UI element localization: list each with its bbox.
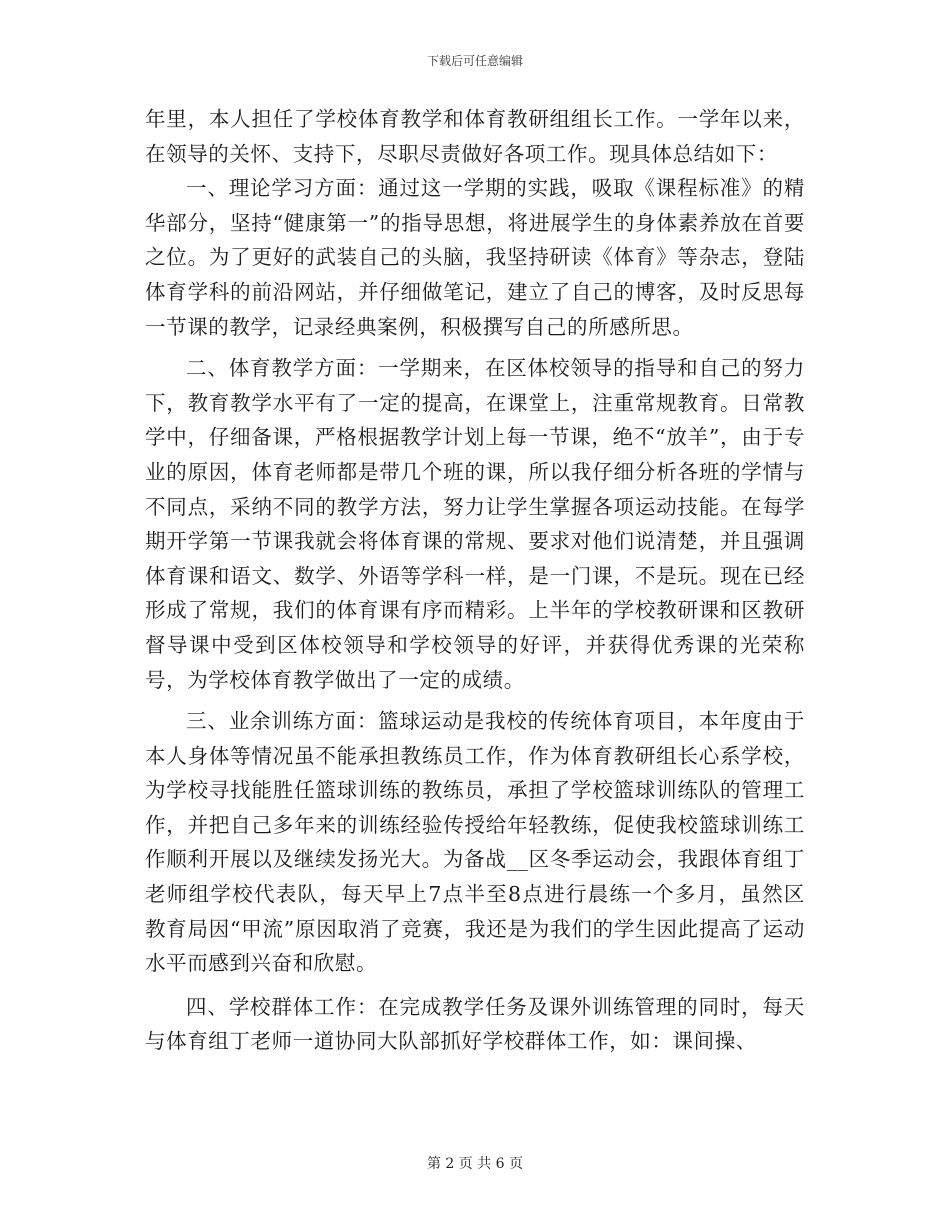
paragraph-amateur-training: 三、业余训练方面：篮球运动是我校的传统体育项目，本年度由于本人身体等情况虽不能承担教练员工作，作为体育教研组长心系学校，为学校寻找能胜任篮球训练的教练员，承担了学校篮球训练队的管理工作，并把自己多年来的训练经验传授给年轻教练，促使我校篮球训练工作顺利开展以及继续发扬光大。为备战__区冬季运动会，我跟体育组丁老师组学校代表队，每天早上7点半至8点进行晨练一个多月，虽然区教育局因“甲流”原因取消了竞赛，我还是为我们的学生因此提高了运动水平而感到兴奋和欣慰。	[145, 709, 805, 976]
paragraph-group-work: 四、学校群体工作：在完成教学任务及课外训练管理的同时，每天与体育组丁老师一道协同大队部抓好学校群体工作，如：课间操、	[145, 994, 805, 1054]
page-number: 第 2 页 共 6 页	[426, 1156, 524, 1172]
paragraph-theory-study: 一、理论学习方面：通过这一学期的实践，吸取《课程标准》的精华部分，坚持“健康第一”的指导思想，将进展学生的身体素养放在首要之位。为了更好的武装自己的头脑，我坚持研读《体育》等杂志，登陆体育学科的前沿网站，并仔细做笔记，建立了自己的博客，及时反思每一节课的教学，记录经典案例，积极撰写自己的所感所思。	[145, 176, 805, 339]
paragraph-intro: 年里，本人担任了学校体育教学和体育教研组组长工作。一学年以来，在领导的关怀、支持下，尽职尽责做好各项工作。现具体总结如下：	[145, 107, 805, 166]
paragraph-pe-teaching: 二、体育教学方面：一学期来，在区体校领导的指导和自己的努力下，教育教学水平有了一定的提高，在课堂上，注重常规教育。日常教学中，仔细备课，严格根据教学计划上每一节课，绝不“放羊”，由于专业的原因，体育老师都是带几个班的课，所以我仔细分析各班的学情与不同点，采纳不同的教学方法，努力让学生掌握各项运动技能。在每学期开学第一节课我就会将体育课的常规、要求对他们说清楚，并且强调体育课和语文、数学、外语等学科一样，是一门课，不是玩。现在已经形成了常规，我们的体育课有序而精彩。上半年的学校教研课和区教研督导课中受到区体校领导和学校领导的好评，并获得优秀课的光荣称号，为学校体育教学做出了一定的成绩。	[145, 356, 805, 692]
page-header: 下载后可任意编辑	[426, 54, 523, 68]
document-body	[145, 102, 805, 1059]
